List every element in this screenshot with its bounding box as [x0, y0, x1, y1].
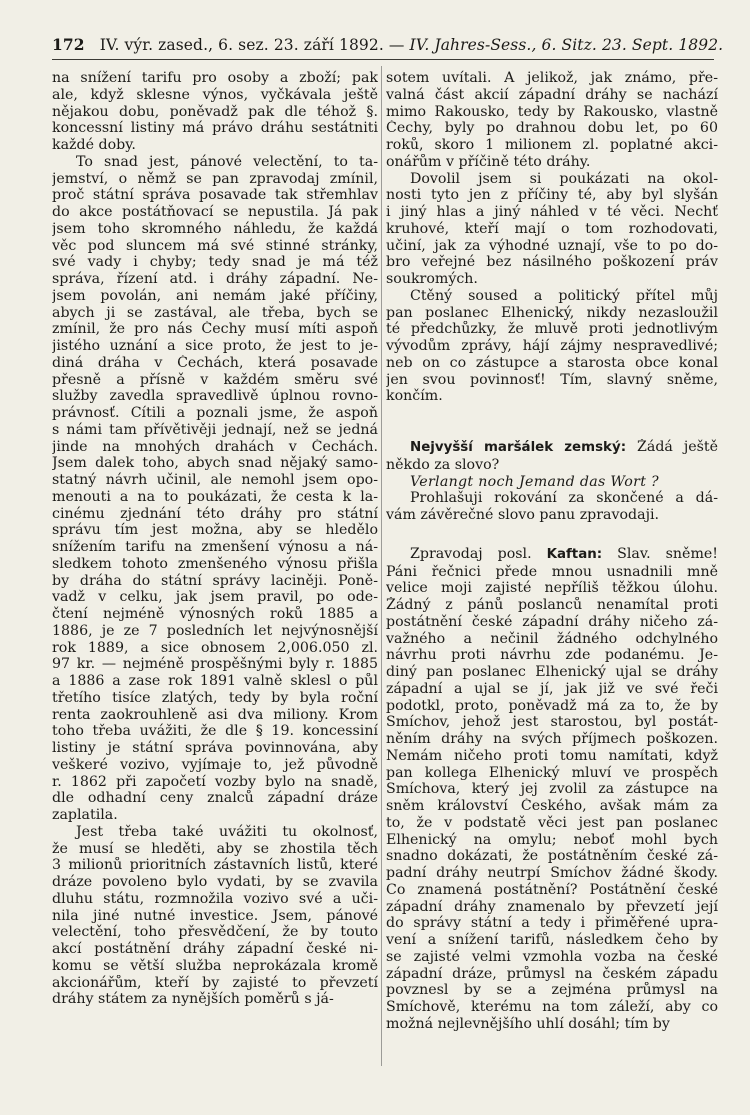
paragraph-conclusion [386, 70, 718, 171]
page-number: 172 [52, 35, 85, 54]
text-line: Dovolil jsem si poukázati na okol- [410, 170, 718, 187]
text-line: neb on co zástupce a starosta obce konal [386, 354, 718, 371]
text-line: dle odhadní ceny znalců západní dráze [52, 790, 378, 807]
text-line: komu se větší služba neprokázala kromě [52, 957, 378, 974]
rapporteur-line [386, 546, 718, 564]
column-divider [381, 66, 382, 1066]
speaker-marshal: Nejvyšší maršálek zemský: [410, 440, 627, 455]
text-line: velectění, toho přesvědčení, že by touto [52, 924, 378, 941]
text-line: toho třeba uvážiti, že dle § 19. koncessiní [52, 723, 378, 740]
text-line: podotkl, proto, poněvadž má za to, že by [386, 697, 718, 714]
text-line: Jest třeba také uvážiti tu okolnosť, [76, 823, 378, 840]
text-line: soukromých. [386, 271, 478, 287]
text-line: to, že v podstatě věci jest pan poslanec [386, 814, 718, 831]
marshal-question-end: někdo za slovo? [386, 456, 500, 473]
text-line: menouti a na to poukázati, že cesta k la- [52, 488, 378, 505]
text-line: každé doby. [52, 137, 136, 153]
text-line: kruhové, kteří mají o tom rozhodovati, [386, 220, 718, 237]
text-line: věc pod sluncem má své stinné stránky, [52, 237, 378, 254]
text-line: končím. [386, 388, 443, 405]
text-line: onářům v příčině této dráhy. [386, 153, 591, 170]
text-line: Páni řečnici přede mnou usnadnili mně [386, 563, 718, 580]
text-line: vám závěrečné slovo panu zpravodaji. [386, 507, 660, 523]
text-line: jsem toho skromného náhledu, že každá [52, 220, 378, 237]
text-line: sotem uvítali. A jelikož, jak známo, pře- [386, 70, 718, 86]
text-line: 3 milionů prioritních zástavních listů, které [52, 857, 378, 874]
text-line: Elhenický na omylu; neboť mohl bych [386, 831, 718, 848]
marshal-question-start: Žádá ještě [637, 439, 718, 455]
paragraph [52, 70, 378, 154]
text-line: návrhu proti návrhu zde podanému. Je- [386, 647, 718, 664]
text-line: diný pan poslanec Elhenický ujal se dráhy [386, 664, 718, 680]
text-line: západní dráhy znamenalo by převzetí její [386, 898, 718, 915]
running-header [52, 34, 724, 56]
paragraph-neighbor [386, 288, 718, 405]
text-line: Čechy, byly po drahnou dobu let, po 60 [386, 120, 718, 137]
left-column [52, 70, 378, 1008]
text-line: To snad jest, pánové velectění, to ta- [76, 153, 378, 170]
text-line: Smíchově, kterému na tom záleží, aby co [386, 999, 718, 1015]
text-line: zaplatila. [52, 807, 118, 823]
text-line: sledkem tohoto zmenšeného výnosu přišla [52, 555, 378, 572]
text-line: proč státní správa posavade tak střemhlav [52, 187, 378, 204]
text-line: ale, když sklesne výnos, vyčkávala ještě [52, 86, 378, 103]
text-line: třetího tisíce zlatých, tedy by byla roční [52, 689, 378, 706]
marshal-question-german: Verlangt noch Jemand das Wort ? [410, 473, 659, 490]
text-line: Co znamená postátnění? Postátnění české [386, 881, 718, 898]
text-line: r. 1862 při započetí vozby bylo na snadě, [52, 773, 378, 790]
text-line: cinému zjednání této dráhy pro státní [52, 505, 378, 522]
text-line: mimo Rakousko, tedy by Rakousko, vlastně [386, 103, 718, 120]
text-line: snadno dokázati, že postátněním české zá- [386, 848, 718, 865]
rapporteur-prefix: Zpravodaj posl. [410, 545, 532, 562]
text-line: statný návrh učinil, ale nemohl jsem opo- [52, 472, 378, 488]
text-line: nějakou dobu, poněvadž pak dle téhož §. [52, 103, 378, 120]
text-line: něním dráhy na svých příjmech poškozen. [386, 731, 718, 747]
text-line: jistého uznání a sice proto, že jest to je- [52, 338, 378, 354]
paragraph-rapporteur [386, 564, 718, 1033]
text-line: sněm království Českého, avšak mám za [386, 798, 718, 814]
text-line: čtení nejméně výnosných roků 1885 a [52, 606, 378, 622]
text-line: nila jiné nutné investice. Jsem, pánové [52, 907, 378, 924]
text-line: nosti tyto jen z příčiny té, aby byl slyšán [386, 187, 718, 204]
text-line: západní dráze, průmysl na českém západu [386, 965, 718, 982]
text-line: diná dráha v Čechách, která posavade [52, 354, 378, 371]
document-page [40, 0, 724, 1115]
text-line: 1886, je ze 7 posledních let nejvýnosnější [52, 622, 378, 639]
text-line: valná část akcií západní dráhy se nachází [386, 86, 718, 103]
text-line: jemství, o němž se pan zpravodaj zmínil, [52, 170, 378, 187]
text-line: jen svou povinnosť! Tím, slavný sněme, [386, 371, 718, 388]
header-german: IV. Jahres-Sess., 6. Sitz. 23. Sept. 1892. [409, 36, 724, 54]
text-line: Nemám ničeho proti tomu namítati, když [386, 747, 718, 764]
marshal-line [386, 439, 718, 457]
text-line: dráhy státem za nynějších poměrů s já- [52, 991, 334, 1008]
text-line: akcí postátnění dráhy západní české ni- [52, 941, 378, 957]
text-line: by dráha do státní správy laciněji. Poně- [52, 572, 378, 589]
text-line: Žádný z pánů poslanců nenamítal proti [386, 597, 718, 613]
text-line: své vady i chyby; tedy snad je má též [52, 254, 378, 271]
text-line: jinde na mnohých drahách v Čechách. [52, 438, 378, 455]
text-line: Prohlašuji rokování za skončené a dá- [410, 490, 718, 507]
text-line: právnosť. Cítili a poznali jsme, že aspoň [52, 405, 378, 421]
text-line: Smíchova, který jej zvolil za zástupce na [386, 781, 718, 798]
speaker-kaftan: Kaftan: [546, 546, 603, 562]
text-line: té předchůzky, že mluvě proti jednotlivým [386, 321, 718, 338]
text-line: snížením tarifu na zmenšení výnosu a ná- [52, 539, 378, 555]
text-line: bro veřejné bez násilného poškození práv [386, 254, 718, 271]
text-line: do správy státní a tedy i přiměřené upra- [386, 915, 718, 932]
text-line: jsem povolán, ani nemám jaké příčiny, [52, 287, 378, 304]
text-line: velice moji zajisté nepříliš těžkou úlohu. [386, 580, 718, 597]
text-line: važného a nečinil žádného odchylného [386, 630, 718, 647]
text-line: do akce postátňovací se nepustila. Já pak [52, 204, 378, 220]
text-line: 97 kr. — nejméně prospěšnými byly r. 1885 [52, 656, 378, 673]
text-line: postátnění české západní dráhy ničeho zá- [386, 613, 718, 630]
text-line: abych ji se zastával, ale třeba, bych se [52, 304, 378, 321]
paragraph [52, 824, 378, 1008]
text-line: a 1886 a zase rok 1891 valně sklesl o půl [52, 673, 378, 689]
text-line: Jsem dalek toho, abych snad nějaký samo- [52, 455, 378, 472]
text-line: renta zaokrouhleně asi dva miliony. Krom [52, 706, 378, 723]
paragraph-remarks [386, 171, 718, 288]
text-line: správu tím jest možna, aby se hledělo [52, 522, 378, 539]
header-czech: IV. výr. zased., 6. sez. 23. září 1892. — [99, 36, 405, 54]
text-line: vadž v celku, jak jsem pravil, po ode- [52, 589, 378, 606]
text-line: povznesl by se a zejména průmysl na [386, 982, 718, 999]
text-line: koncessní listiny má právo dráhu sestátniti [52, 120, 378, 137]
text-line: vývodům zprávy, hájí zájmy nespravedlivé; [386, 338, 718, 354]
text-line: veškeré vozivo, vyjímaje to, jež původně [52, 756, 378, 773]
text-line: rok 1889, a sice obnosem 2,006.050 zl. [52, 639, 378, 656]
text-line: roků, skoro 1 milionem zl. poplatné akci- [386, 137, 718, 153]
text-line: pan poslanec Elhenický, nikdy nezasloužil [386, 304, 718, 321]
text-line: učiní, jak za výhodné uznají, vše to po do- [386, 237, 718, 254]
text-line: pan kollega Elhenický mluví ve prospěch [386, 764, 718, 781]
text-line: akcionářům, kteří by zajisté to převzetí [52, 974, 378, 991]
text-line: možná nejlevnějšího uhlí dosáhl; tím by [386, 1015, 670, 1032]
text-line: se zajisté velmi vzmohla vozba na české [386, 948, 718, 965]
text-line: západní a ujal se jí, jak již ve své řeči [386, 680, 718, 697]
text-line: na snížení tarifu pro osoby a zboží; pak [52, 70, 378, 86]
text-line: dluhu státu, rozmnožila vozivo své a uči- [52, 890, 378, 907]
text-line: listiny je státní správa povinnována, aby [52, 740, 378, 756]
text-line: služby zavedla spravedlivě úplnou rovno- [52, 388, 378, 405]
paragraph [52, 154, 378, 824]
right-column [386, 70, 718, 1033]
paragraph-closing [386, 490, 718, 524]
text-line: zmínil, že pro nás Čechy musí míti aspoň [52, 321, 378, 338]
rapporteur-address: Slav. sněme! [617, 545, 718, 562]
text-line: Ctěný soused a politický přítel můj [410, 287, 718, 304]
text-line: vení a snížení tarifů, následkem čeho by [386, 932, 718, 948]
text-line: Smíchov, jehož jest starostou, byl postát- [386, 714, 718, 731]
text-line: dráze povoleno bylo vydati, by se zvavila [52, 874, 378, 890]
header-rule [52, 59, 714, 60]
text-line: přesně a přísně v každém směru své [52, 371, 378, 388]
text-line: padní dráhy neutrpí Smíchov žádné škody. [386, 865, 718, 881]
text-line: s námi tam přívětivěji jednají, než se jedná [52, 421, 378, 438]
text-line: že musí se hleděti, aby se zhostila těch [52, 840, 378, 857]
text-line: správa, řízení atd. i dráhy západní. Ne- [52, 271, 378, 287]
text-line: i jiný hlas a jiný náhled v té věci. Nechť [386, 204, 718, 220]
